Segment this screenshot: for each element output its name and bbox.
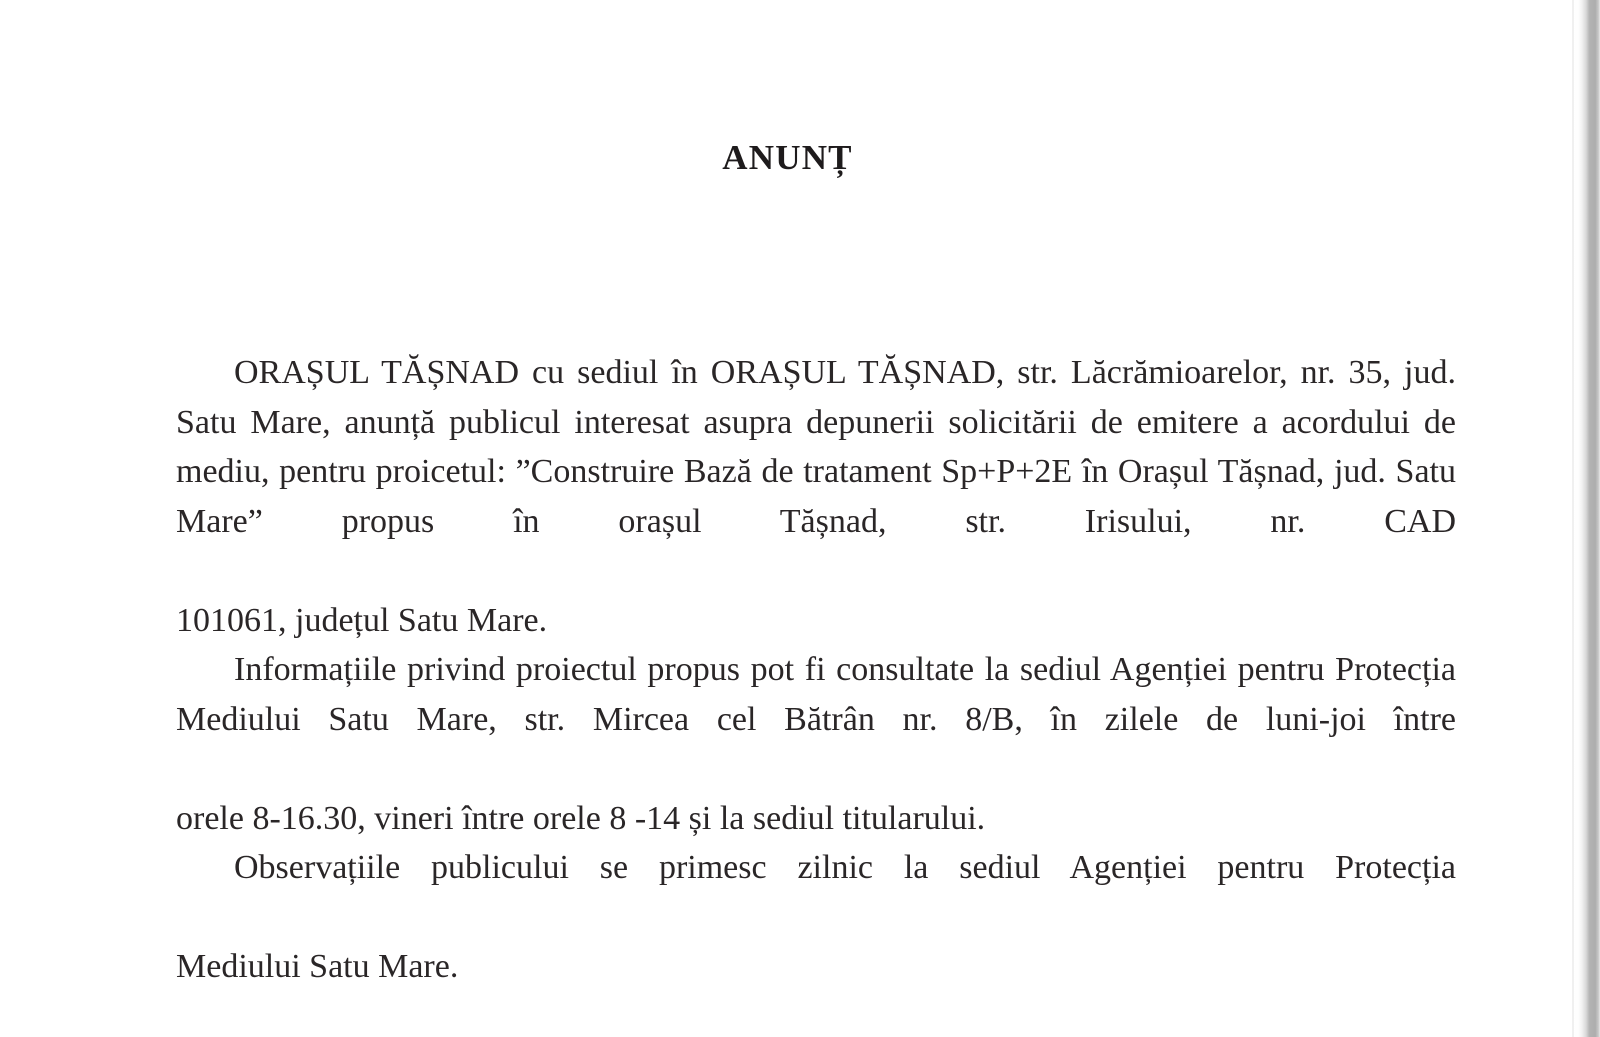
paragraph-observations xyxy=(176,843,1456,992)
paragraph-applicant-text: ORAȘUL TĂȘNAD cu sediul în ORAȘUL TĂȘNAD, str. Lăcrămioarelor, nr. 35, jud. Satu Mare, anunță publicul interesat asupra depunerii solicitării de emitere a acordului de mediu, pentru proicetul: ”Construire Bază de tratament Sp+P+2E în Orașul Tășnad, jud. Satu Mare” propus în orașul Tășnad, str. Irisului, nr. CAD xyxy=(176,354,1456,540)
document-body xyxy=(176,348,1456,992)
paragraph-consultation-last-line: orele 8-16.30, vineri între orele 8 -14 și la sediul titularului. xyxy=(176,799,986,837)
paragraph-consultation-text: Informațiile privind proiectul propus pot fi consultate la sediul Agenției pentru Protecția Mediului Satu Mare, str. Mircea cel Bătrân nr. 8/B, în zilele de luni-joi între xyxy=(176,651,1456,738)
paragraph-consultation xyxy=(176,645,1456,843)
paragraph-observations-text: Observațiile publicului se primesc zilnic la sediul Agenției pentru Protecția xyxy=(234,849,1456,886)
paragraph-applicant xyxy=(176,348,1456,645)
paragraph-observations-last-line: Mediului Satu Mare. xyxy=(176,948,459,985)
scan-edge-shadow xyxy=(1574,0,1600,1037)
page-title: ANUNȚ xyxy=(722,138,853,177)
paragraph-applicant-last-line: 101061, județul Satu Mare. xyxy=(176,601,548,639)
